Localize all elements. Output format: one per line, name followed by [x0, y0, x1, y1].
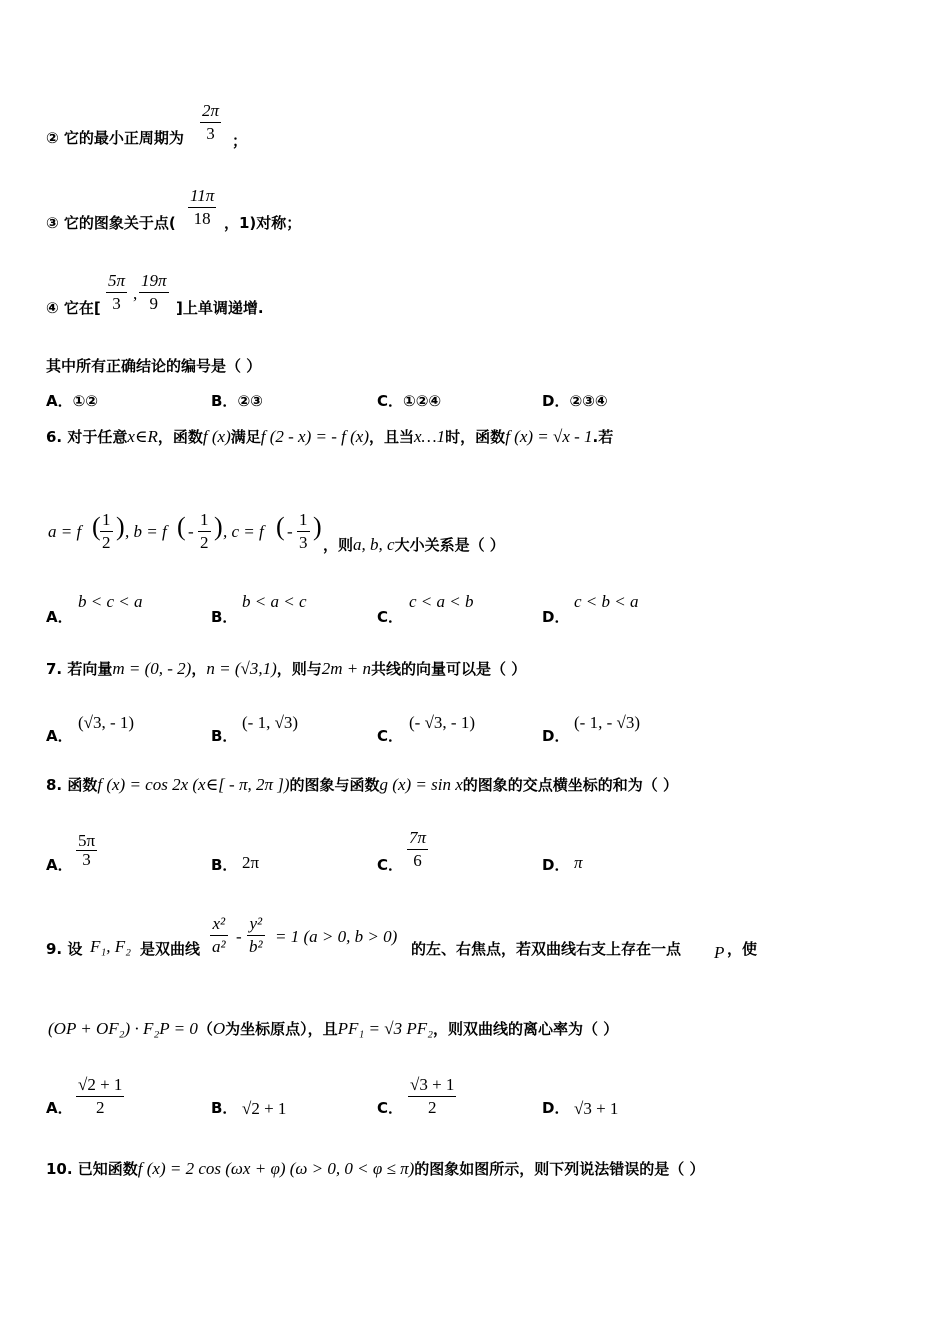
q6-option-d-value: c < b < a — [574, 592, 639, 611]
q6-text: ，则 — [323, 536, 354, 554]
q7-math: n = (√3,1) — [206, 659, 277, 678]
q5-option-a[interactable] — [46, 390, 98, 411]
fraction-denominator: b² — [249, 937, 263, 956]
fraction-5pi-over-3 — [76, 832, 97, 869]
q7-math: 2m + n — [321, 659, 371, 678]
fraction-7pi-over-6 — [407, 827, 428, 872]
fraction-19pi-over-9 — [139, 270, 169, 315]
option-label: D． — [542, 392, 570, 410]
paren-left: ( — [177, 512, 186, 541]
q9-text: （ — [197, 1020, 213, 1038]
q8-option-d[interactable]: D． — [542, 856, 570, 874]
q9-text-3: 的左、右焦点，若双曲线右支上存在一点 — [411, 940, 682, 958]
fraction-1-over-3 — [297, 509, 310, 554]
q6-option-d[interactable]: D． — [542, 608, 570, 626]
fraction-sqrt2-plus-1-over-2 — [76, 1074, 124, 1119]
q10-text: 的图象如图所示，则下列说法错误的是（ ） — [414, 1160, 705, 1178]
q9-option-b-value: √2 + 1 — [242, 1099, 287, 1118]
q6-text: 大小关系是（ ） — [394, 536, 505, 554]
q9-math-condition: = 1 (a > 0, b > 0) — [275, 927, 398, 946]
fraction-numerator: 1 — [200, 510, 209, 529]
option-label: B． — [211, 392, 238, 410]
q8-text: 8. 函数 — [46, 776, 98, 794]
q7-stem — [46, 658, 526, 679]
q6-text: .若 — [592, 428, 614, 446]
q6-option-c[interactable]: C． — [377, 608, 404, 626]
fraction-numerator: 5π — [78, 831, 96, 850]
q8-option-d-value: π — [574, 853, 583, 872]
q6-math: f (x) — [202, 427, 231, 446]
q9-option-c[interactable]: C． — [377, 1099, 404, 1117]
fraction-denominator: 2 — [427, 1098, 437, 1117]
q8-math: g (x) = sin x — [379, 775, 463, 794]
paren-right: ) — [313, 512, 322, 541]
q7-option-b-value: (- 1, √3) — [242, 713, 299, 732]
q6-b-expr: , b = f — [125, 522, 167, 541]
q9-math: O — [212, 1019, 226, 1038]
q9-text-2: 是双曲线 — [140, 940, 201, 958]
fraction-1-over-2 — [100, 509, 113, 554]
option-value: ①② — [72, 392, 99, 410]
q6-text: 6. 对于任意 — [46, 428, 128, 446]
q9-line-2 — [48, 1018, 618, 1039]
q6-option-b-value: b < a < c — [242, 592, 307, 611]
minus-sign: - — [188, 522, 194, 541]
fraction-y2-over-b2 — [247, 913, 265, 958]
q5-option-d[interactable] — [542, 390, 608, 411]
q9-option-d-value: √3 + 1 — [574, 1099, 619, 1118]
q9-text: 为坐标原点），且 — [225, 1020, 338, 1038]
fraction-denominator: 2 — [102, 533, 111, 552]
option-label: A． — [46, 392, 73, 410]
statement-3-tail: ，1)对称； — [224, 214, 302, 232]
q9-math-p: P — [714, 943, 725, 962]
fraction-sqrt3-plus-1-over-2 — [408, 1074, 456, 1119]
q7-option-c-value: (- √3, - 1) — [409, 713, 475, 732]
q7-option-b[interactable]: B． — [211, 727, 238, 745]
fraction-denominator: 3 — [206, 124, 215, 143]
q7-math: m = (0, - 2) — [112, 659, 192, 678]
q10-text: 10. 已知函数 — [46, 1160, 138, 1178]
fraction-numerator: 19π — [141, 271, 167, 290]
statement-4: ④ 它在[ — [46, 299, 101, 317]
statement-2-tail: ； — [232, 132, 248, 150]
q10-stem — [46, 1158, 705, 1179]
paren-right: ) — [116, 512, 125, 541]
fraction-denominator: 3 — [82, 850, 91, 869]
statement-3: ③ 它的图象关于点( — [46, 214, 176, 232]
fraction-1-over-2 — [198, 509, 211, 554]
q6-math: x…1 — [414, 427, 446, 446]
q6-line-2-tail — [323, 534, 505, 555]
q7-option-a[interactable]: A． — [46, 727, 73, 745]
q6-option-b[interactable]: B． — [211, 608, 238, 626]
option-value: ①②④ — [403, 392, 442, 410]
q8-option-b[interactable]: B． — [211, 856, 238, 874]
q5-option-b[interactable] — [211, 390, 263, 411]
q10-math: f (x) = 2 cos (ωx + φ) (ω > 0, 0 < φ ≤ π) — [137, 1159, 415, 1178]
option-value: ②③ — [237, 392, 263, 410]
q6-math: a, b, c — [353, 535, 395, 554]
q9-option-d[interactable]: D． — [542, 1099, 570, 1117]
fraction-numerator: 1 — [299, 510, 308, 529]
minus-sign: - — [287, 522, 293, 541]
fraction-numerator: √3 + 1 — [410, 1075, 455, 1094]
q9-text-1: 9. 设 — [46, 940, 83, 958]
fraction-numerator: 7π — [409, 828, 427, 847]
q6-text: 满足 — [230, 428, 261, 446]
q5-option-c[interactable] — [377, 390, 441, 411]
q6-text: ，函数 — [157, 428, 203, 446]
comma: , — [133, 284, 138, 303]
q7-text: ， — [191, 660, 207, 678]
q6-text: ，且当 — [368, 428, 414, 446]
fraction-2pi-over-3 — [200, 100, 221, 145]
fraction-denominator: 9 — [149, 294, 159, 313]
q6-option-c-value: c < a < b — [409, 592, 474, 611]
fraction-numerator: 5π — [108, 271, 126, 290]
fraction-numerator: 2π — [202, 101, 220, 120]
q6-c-expr: , c = f — [223, 522, 264, 541]
q8-option-a[interactable]: A． — [46, 856, 73, 874]
q9-text: ，则双曲线的离心率为（ ） — [433, 1020, 619, 1038]
q7-option-d[interactable]: D． — [542, 727, 570, 745]
fraction-denominator: 3 — [112, 294, 121, 313]
q9-math-f1f2: F₁, F₂ — [90, 937, 132, 956]
fraction-denominator: a² — [212, 937, 226, 956]
q7-option-a-value: (√3, - 1) — [78, 713, 135, 732]
paren-left: ( — [276, 512, 285, 541]
paren-right: ) — [214, 512, 223, 541]
q6-option-a[interactable]: A． — [46, 608, 73, 626]
q9-math: (OP + OF₂) · F₂P = 0 — [48, 1019, 198, 1038]
q9-option-a[interactable]: A． — [46, 1099, 73, 1117]
q5-stem: 其中所有正确结论的编号是（ ） — [46, 357, 262, 375]
paren-left: ( — [92, 512, 101, 541]
fraction-numerator: √2 + 1 — [78, 1075, 123, 1094]
q7-option-d-value: (- 1, - √3) — [574, 713, 640, 732]
option-label: C． — [377, 392, 404, 410]
q6-math: f (x) = √x - 1 — [505, 427, 593, 446]
q8-math: f (x) = cos 2x (x∈[ - π, 2π ]) — [97, 775, 290, 794]
statement-2: ② 它的最小正周期为 — [46, 129, 184, 147]
q6-math: f (2 - x) = - f (x) — [260, 427, 369, 446]
fraction-numerator: x² — [212, 914, 226, 933]
q6-line-1 — [46, 426, 613, 447]
fraction-11pi-over-18 — [188, 185, 216, 230]
q8-stem — [46, 774, 678, 795]
q7-text: 7. 若向量 — [46, 660, 113, 678]
q8-text: 的图象与函数 — [289, 776, 380, 794]
fraction-denominator: 18 — [193, 209, 211, 228]
q9-text-4: ，使 — [727, 940, 758, 958]
fraction-numerator: y² — [249, 914, 263, 933]
statement-4-tail: ]上单调递增. — [176, 299, 264, 317]
fraction-denominator: 2 — [200, 533, 209, 552]
q6-math: x∈R — [127, 427, 158, 446]
q6-option-a-value: b < c < a — [78, 592, 143, 611]
fraction-denominator: 3 — [299, 533, 308, 552]
fraction-x2-over-a2 — [210, 913, 228, 958]
q7-option-c[interactable]: C． — [377, 727, 404, 745]
fraction-5pi-over-3 — [106, 270, 127, 315]
q9-option-b[interactable]: B． — [211, 1099, 238, 1117]
q8-option-c[interactable]: C． — [377, 856, 404, 874]
q7-text: 共线的向量可以是（ ） — [371, 660, 527, 678]
q9-math: PF₁ = √3 PF₂ — [337, 1019, 434, 1038]
option-value: ②③④ — [569, 392, 608, 410]
fraction-denominator: 2 — [95, 1098, 105, 1117]
q8-option-b-value: 2π — [242, 853, 260, 872]
q6-text: 时，函数 — [445, 428, 506, 446]
q8-text: 的图象的交点横坐标的和为（ ） — [462, 776, 678, 794]
fraction-numerator: 11π — [190, 186, 215, 205]
fraction-denominator: 6 — [413, 851, 422, 870]
q7-text: ，则与 — [276, 660, 322, 678]
q6-a-expr: a = f — [48, 522, 82, 541]
fraction-numerator: 1 — [102, 510, 111, 529]
minus-sign: - — [236, 927, 242, 946]
